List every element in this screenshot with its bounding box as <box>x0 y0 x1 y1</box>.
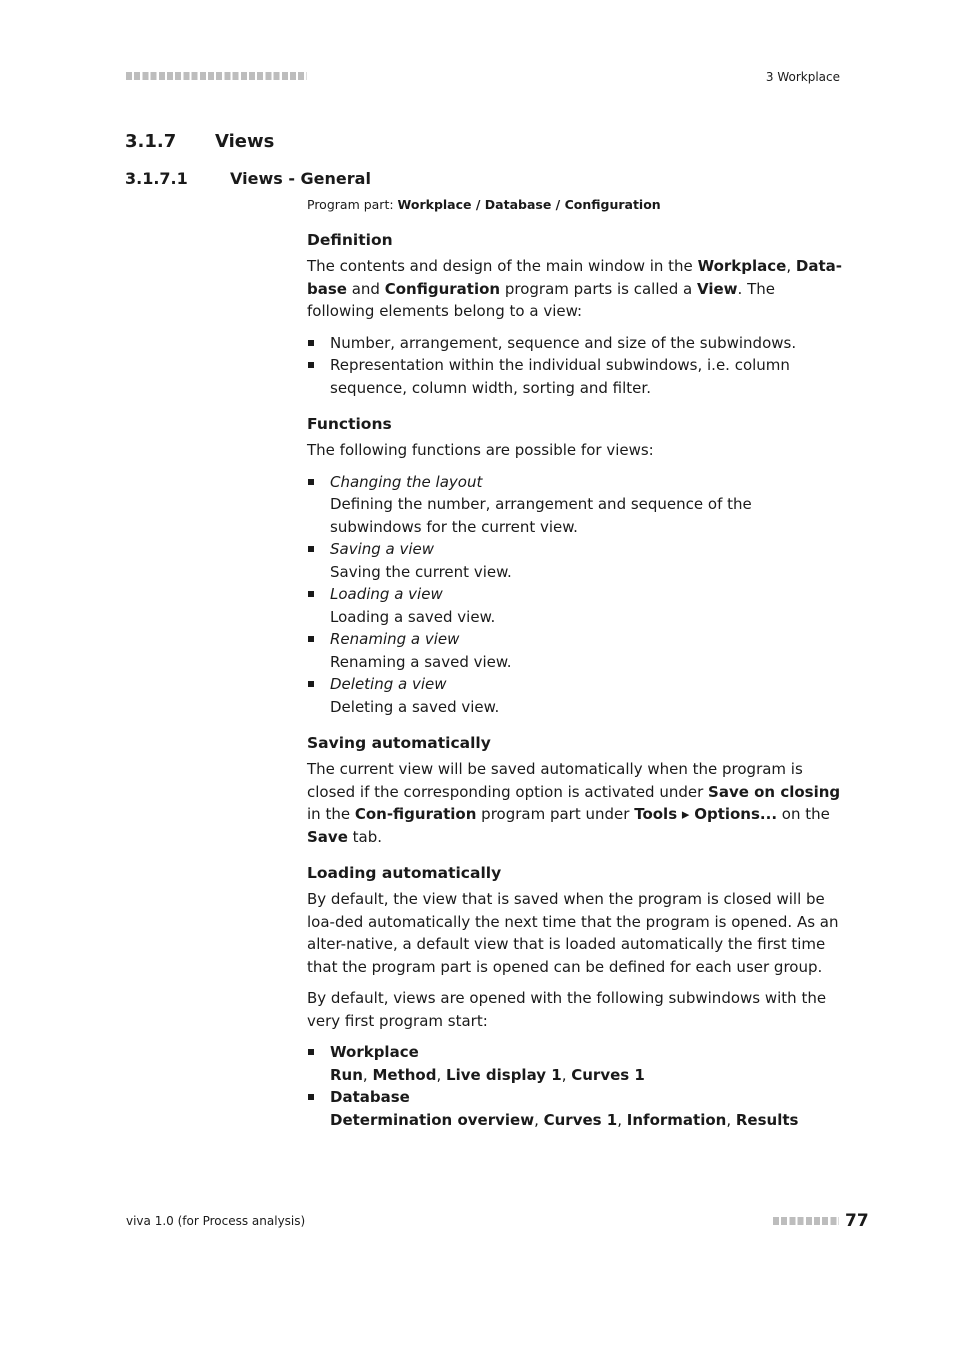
menu-arrow-icon: ▸ <box>677 805 695 823</box>
definition-list <box>307 332 842 400</box>
list-item: Saving a view Saving the current view. <box>307 538 842 583</box>
section-title: Views <box>215 131 275 152</box>
list-item: Workplace Run, Method, Live display 1, Curves 1 <box>307 1041 842 1086</box>
list-item: Database Determination overview, Curves 1, Information, Results <box>307 1086 842 1131</box>
loading-paragraph-1: By default, the view that is saved when the program is closed will be loa-ded automatically the next time that the program is opened. As an alter-native, a default view that is loaded automatically the first time that the program part is opened can be defined for each user group. <box>307 890 839 976</box>
list-item: Changing the layout Defining the number, arrangement and sequence of the subwindows for the current view. <box>307 471 842 539</box>
footer-decoration <box>773 1217 839 1225</box>
section-heading <box>125 131 274 152</box>
header-decoration <box>126 72 307 80</box>
list-item: Deleting a view Deleting a saved view. <box>307 673 842 718</box>
page-number: 77 <box>845 1211 869 1231</box>
subsection-title: Views - General <box>230 169 371 188</box>
running-header: 3 Workplace <box>765 70 840 84</box>
list-item: Representation within the individual subwindows, i.e. column sequence, column width, sorting and filter. <box>307 354 842 399</box>
loading-paragraph-2: By default, views are opened with the following subwindows with the very first program start: <box>307 989 827 1030</box>
functions-heading: Functions <box>307 415 392 433</box>
functions-list <box>307 471 842 719</box>
list-item: Number, arrangement, sequence and size of the subwindows. <box>307 332 842 355</box>
list-item: Loading a view Loading a saved view. <box>307 583 842 628</box>
default-subwindows-list <box>307 1041 842 1131</box>
functions-intro: The following functions are possible for views: <box>307 441 654 459</box>
list-item: Renaming a view Renaming a saved view. <box>307 628 842 673</box>
program-part: Program part: Workplace / Database / Configuration <box>307 197 661 212</box>
saving-heading: Saving automatically <box>307 734 491 752</box>
footer-product: viva 1.0 (for Process analysis) <box>126 1214 306 1228</box>
loading-heading: Loading automatically <box>307 864 502 882</box>
definition-paragraph: The contents and design of the main window in the Workplace, Data-base and Configuration program parts is called a View. The following elements belong to a view: <box>307 257 842 320</box>
main-content <box>307 196 842 1141</box>
subsection-heading <box>125 169 371 188</box>
saving-paragraph: The current view will be saved automatically when the program is closed if the corresponding option is activated under Save on closing in the Con-figuration program part under Tools ▸ Options... on the Save tab. <box>307 760 841 846</box>
section-number: 3.1.7 <box>125 131 177 152</box>
subsection-number: 3.1.7.1 <box>125 169 188 188</box>
definition-heading: Definition <box>307 231 393 249</box>
